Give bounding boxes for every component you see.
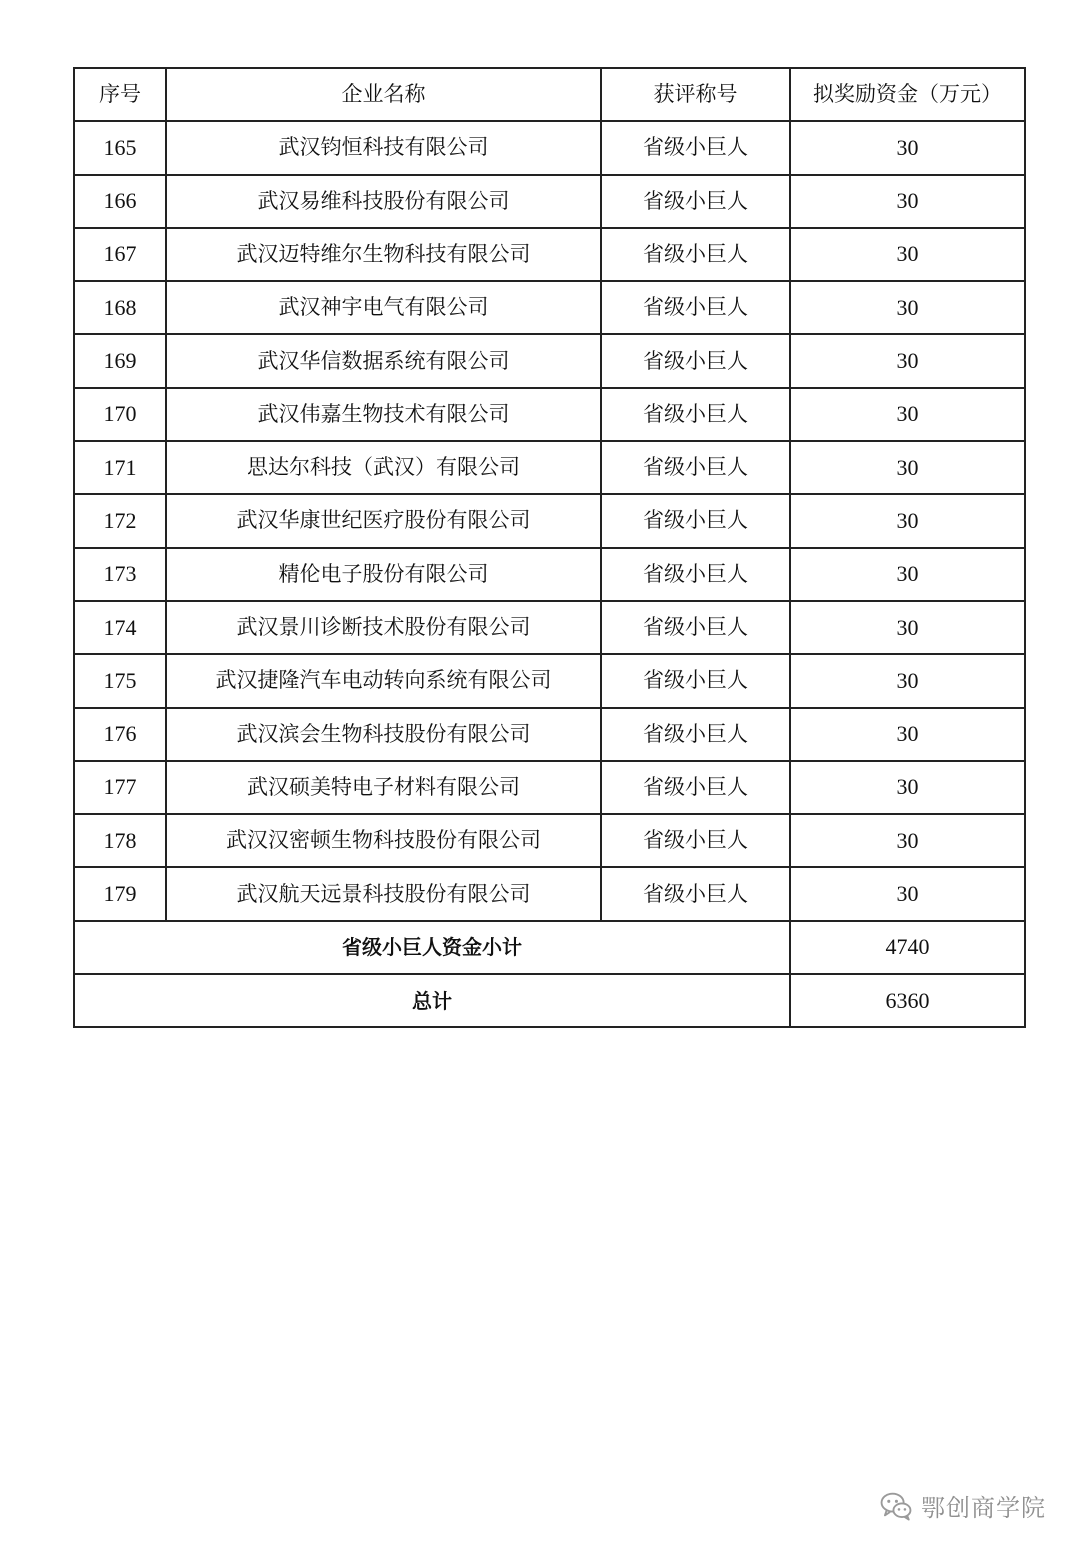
watermark-text: 鄂创商学院 (921, 1494, 1046, 1522)
row-index: 179 (74, 867, 166, 920)
header-title: 获评称号 (601, 68, 790, 121)
table-row (74, 494, 1025, 547)
row-company-name: 武汉滨会生物科技股份有限公司 (166, 708, 601, 761)
row-amount: 30 (790, 175, 1025, 228)
row-amount: 30 (790, 601, 1025, 654)
table-row (74, 334, 1025, 387)
row-award-title: 省级小巨人 (601, 654, 790, 707)
table-row (74, 388, 1025, 441)
row-company-name: 武汉景川诊断技术股份有限公司 (166, 601, 601, 654)
header-index: 序号 (74, 68, 166, 121)
row-company-name: 武汉航天远景科技股份有限公司 (166, 867, 601, 920)
table-row (74, 601, 1025, 654)
row-company-name: 武汉神宇电气有限公司 (166, 281, 601, 334)
table-row (74, 228, 1025, 281)
award-table (73, 67, 1026, 1028)
row-company-name: 武汉华康世纪医疗股份有限公司 (166, 494, 601, 547)
row-amount: 30 (790, 708, 1025, 761)
row-award-title: 省级小巨人 (601, 761, 790, 814)
row-award-title: 省级小巨人 (601, 814, 790, 867)
row-amount: 30 (790, 654, 1025, 707)
row-amount: 30 (790, 867, 1025, 920)
table-row (74, 814, 1025, 867)
row-index: 172 (74, 494, 166, 547)
row-amount: 30 (790, 441, 1025, 494)
row-index: 171 (74, 441, 166, 494)
row-amount: 30 (790, 281, 1025, 334)
row-index: 175 (74, 654, 166, 707)
row-index: 168 (74, 281, 166, 334)
total-label: 总计 (74, 974, 790, 1027)
row-company-name: 武汉捷隆汽车电动转向系统有限公司 (166, 654, 601, 707)
row-award-title: 省级小巨人 (601, 121, 790, 174)
table-row (74, 654, 1025, 707)
row-company-name: 武汉迈特维尔生物科技有限公司 (166, 228, 601, 281)
row-index: 177 (74, 761, 166, 814)
row-company-name: 思达尔科技（武汉）有限公司 (166, 441, 601, 494)
row-award-title: 省级小巨人 (601, 494, 790, 547)
row-amount: 30 (790, 494, 1025, 547)
row-amount: 30 (790, 548, 1025, 601)
row-award-title: 省级小巨人 (601, 228, 790, 281)
row-index: 166 (74, 175, 166, 228)
row-index: 167 (74, 228, 166, 281)
header-amount: 拟奖励资金（万元） (790, 68, 1025, 121)
row-amount: 30 (790, 334, 1025, 387)
row-index: 178 (74, 814, 166, 867)
table-row (74, 548, 1025, 601)
row-company-name: 武汉钧恒科技有限公司 (166, 121, 601, 174)
row-award-title: 省级小巨人 (601, 388, 790, 441)
row-index: 173 (74, 548, 166, 601)
table-row (74, 867, 1025, 920)
row-award-title: 省级小巨人 (601, 867, 790, 920)
wechat-icon (879, 1489, 913, 1523)
row-index: 176 (74, 708, 166, 761)
row-company-name: 精伦电子股份有限公司 (166, 548, 601, 601)
row-award-title: 省级小巨人 (601, 441, 790, 494)
row-index: 169 (74, 334, 166, 387)
row-award-title: 省级小巨人 (601, 601, 790, 654)
row-award-title: 省级小巨人 (601, 281, 790, 334)
watermark (879, 1488, 1046, 1523)
row-amount: 30 (790, 228, 1025, 281)
row-index: 170 (74, 388, 166, 441)
table-row (74, 761, 1025, 814)
row-award-title: 省级小巨人 (601, 708, 790, 761)
row-company-name: 武汉易维科技股份有限公司 (166, 175, 601, 228)
row-award-title: 省级小巨人 (601, 548, 790, 601)
row-award-title: 省级小巨人 (601, 175, 790, 228)
row-amount: 30 (790, 761, 1025, 814)
row-company-name: 武汉汉密顿生物科技股份有限公司 (166, 814, 601, 867)
table-row (74, 441, 1025, 494)
table-body (74, 121, 1025, 920)
table-row (74, 175, 1025, 228)
total-amount: 6360 (790, 974, 1025, 1027)
row-amount: 30 (790, 121, 1025, 174)
row-amount: 30 (790, 388, 1025, 441)
subtotal-row (74, 921, 1025, 974)
subtotal-label: 省级小巨人资金小计 (74, 921, 790, 974)
header-company: 企业名称 (166, 68, 601, 121)
row-amount: 30 (790, 814, 1025, 867)
row-index: 174 (74, 601, 166, 654)
table-row (74, 121, 1025, 174)
subtotal-amount: 4740 (790, 921, 1025, 974)
table-row (74, 281, 1025, 334)
row-award-title: 省级小巨人 (601, 334, 790, 387)
table-header-row (74, 68, 1025, 121)
total-row (74, 974, 1025, 1027)
row-company-name: 武汉伟嘉生物技术有限公司 (166, 388, 601, 441)
row-index: 165 (74, 121, 166, 174)
row-company-name: 武汉硕美特电子材料有限公司 (166, 761, 601, 814)
table-row (74, 708, 1025, 761)
row-company-name: 武汉华信数据系统有限公司 (166, 334, 601, 387)
